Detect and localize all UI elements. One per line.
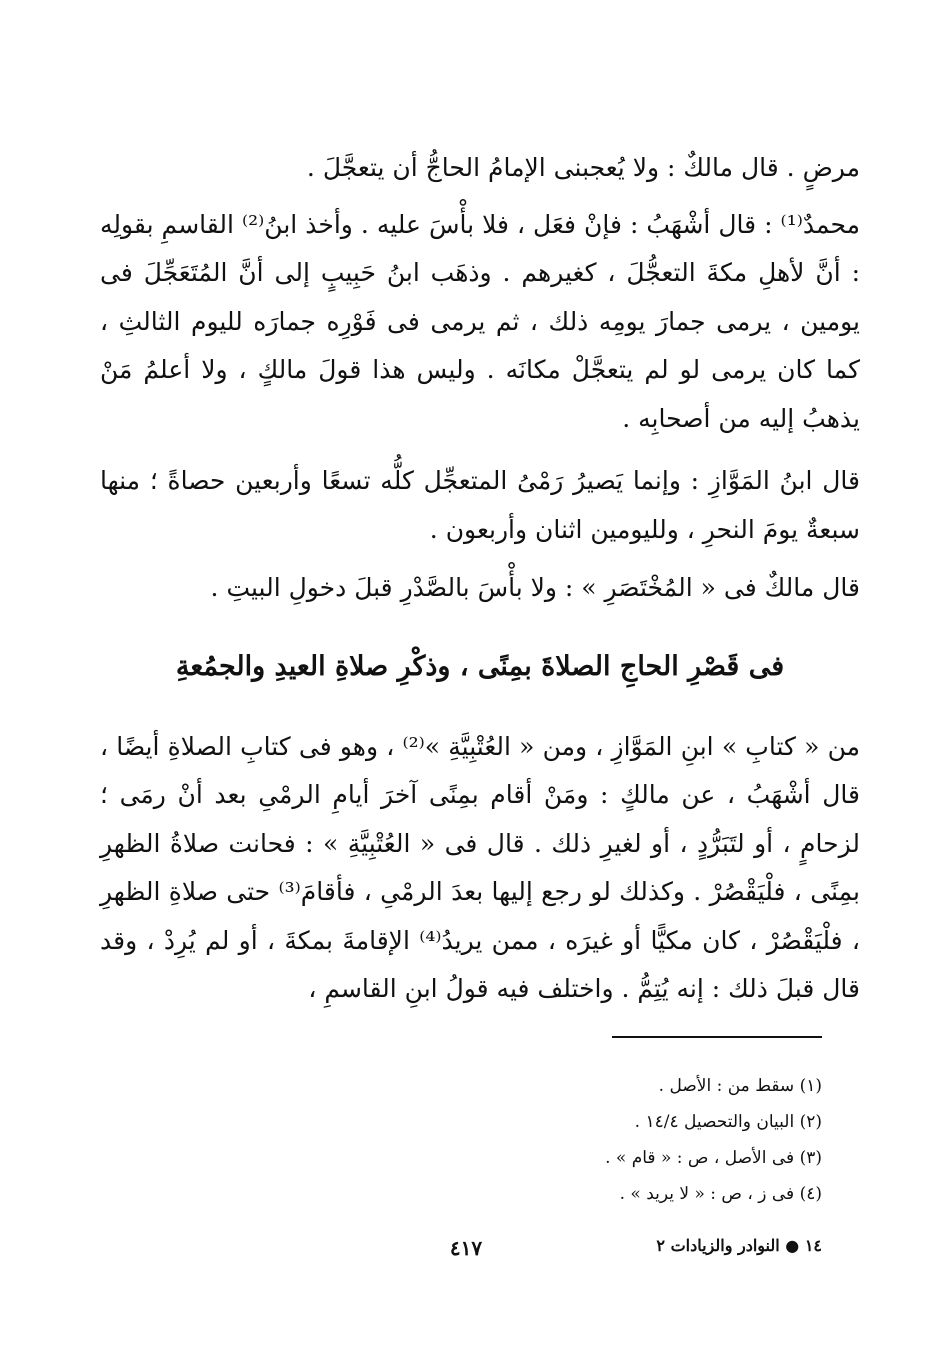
main-text <box>100 144 860 1014</box>
footnote-3: (٣) فى الأصل ، ص : « قام » . <box>605 1148 822 1168</box>
footnote-4: (٤) فى ز ، ص : « لا يريد » . <box>619 1184 822 1204</box>
footnote-1: (١) سقط من : الأصل . <box>658 1076 822 1096</box>
footnote-2: (٢) البيان والتحصيل ١٤/٤ . <box>634 1112 822 1132</box>
paragraph-4: قال مالكٌ فى « المُخْتَصَرِ » : ولا بأْسَ بالصَّدْرِ قبلَ دخولِ البيتِ . <box>210 573 860 602</box>
paragraph-2: محمدٌ⁽¹⁾ : قال أشْهَبُ : فإنْ فعَل ، فلا بأْسَ عليه . وأخذ ابنُ⁽²⁾ القاسمِ بقولِه : أنَّ لأهلِ مكةَ التعجُّلَ ، كغيرهم . وذهَب ابنُ حَبِيبٍ إلى أنَّ المُتَعَجِّلَ فى يومين ، يرمى جمارَ يومِه ذلك ، ثم يرمى فى فَوْرِه جمارَه لليوم الثالثِ ، كما كان يرمى لو لم يتعجَّلْ مكانَه . وليس هذا قولَ مالكٍ ، ولا أعلمُ مَنْ يذهبُ إليه من أصحابِه . <box>100 209 860 433</box>
footnote-divider <box>612 1036 822 1038</box>
section-paragraph: من « كتابِ » ابنِ المَوَّازِ ، ومن « العُتْبِيَّةِ »⁽²⁾ ، وهو فى كتابِ الصلاةِ أيضًا ، قال أشْهَبُ ، عن مالكٍ : ومَنْ أقام بمِنًى آخرَ أيامِ الرمْىِ بعد أنْ رمَى ؛ لزحامٍ ، أو لتَبَرُّدٍ ، أو لغيرِ ذلك . قال فى « العُتْبِيَّةِ » : فحانت صلاةُ الظهرِ بمِنًى ، فلْيَقْصُرْ . وكذلك لو رجع إليها بعدَ الرمْىِ ، فأقامَ⁽³⁾ حتى صلاةِ الظهرِ ، فلْيَقْصُرْ ، كان مكيًّا أو غيرَه ، ممن يريدُ⁽⁴⁾ الإقامةَ بمكةَ ، أو لم يُرِدْ ، وقد قال قبلَ ذلك : إنه يُتِمُّ . واختلف فيه قولُ ابنِ القاسمِ ، <box>100 731 861 1003</box>
section-heading: فى قَصْرِ الحاجِ الصلاةَ بمِنًى ، وذكْرِ صلاةِ العيدِ والجمُعةِ <box>175 650 785 682</box>
page-number: ٤١٧ <box>449 1236 483 1260</box>
paragraph-1: مرضٍ . قال مالكٌ : ولا يُعجبنى الإمامُ الحاجُّ أن يتعجَّلَ . <box>306 153 860 182</box>
footnotes <box>300 1068 822 1212</box>
signature-mark: ١٤ ● النوادر والزيادات ٢ <box>656 1236 822 1255</box>
paragraph-3: قال ابنُ المَوَّازِ : وإنما يَصيرُ رَمْىُ المتعجِّل كلُّه تسعًا وأربعين حصاةً ؛ منها سبعةٌ يومَ النحرِ ، ولليومين اثنان وأربعون . <box>100 466 860 544</box>
